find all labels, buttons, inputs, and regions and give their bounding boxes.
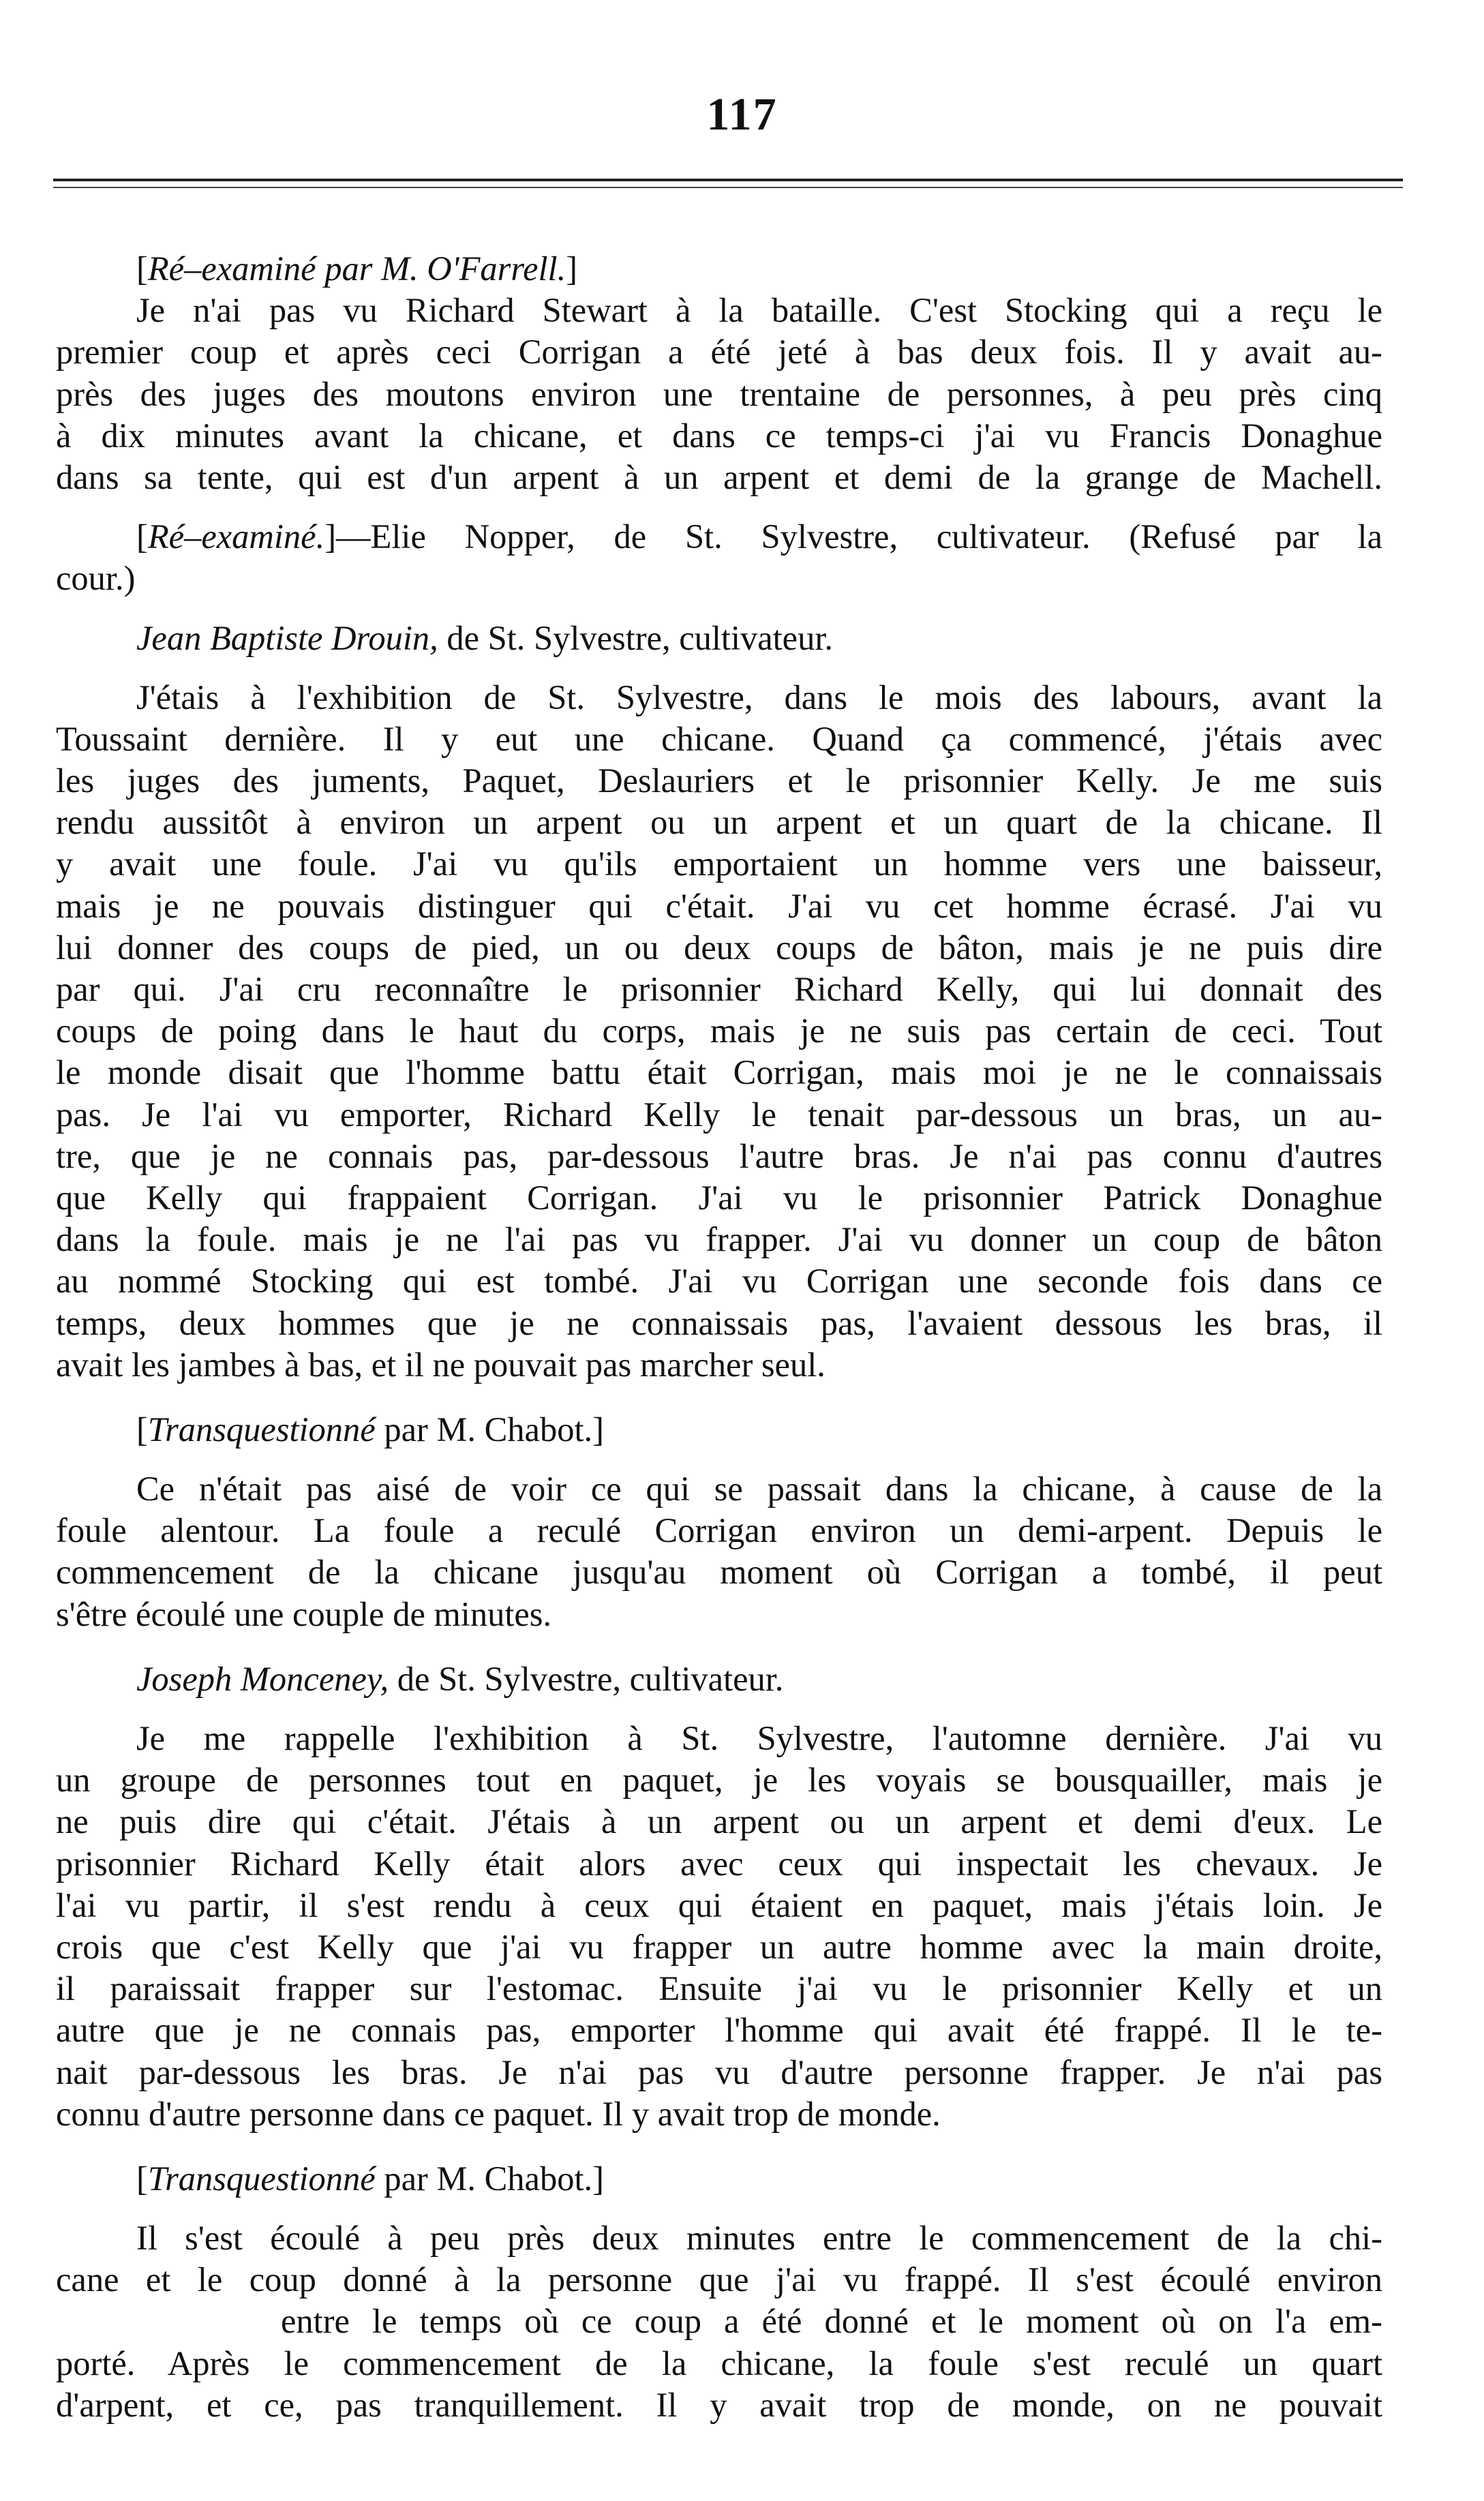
text-line	[56, 1052, 1382, 1093]
text-line	[56, 718, 1382, 760]
text-line	[56, 1551, 1382, 1593]
text-run: d'arpent, et ce, pas tranquillement. Il y avait trop de monde, on ne pouvait	[56, 2385, 1382, 2424]
text-line	[56, 885, 1382, 927]
text-line	[56, 331, 1382, 373]
text-line	[56, 2384, 1382, 2426]
text-line	[56, 1968, 1382, 2010]
text-run: s'être écoulé une couple de minutes.	[56, 1594, 552, 1633]
text-run: cane et le coup donné à la personne que j'ai vu frappé. Il s'est écoulé environ	[56, 2260, 1382, 2299]
text-run: [	[136, 1410, 148, 1449]
text-line	[56, 2259, 1382, 2301]
text-line	[56, 1843, 1382, 1885]
italic-text: Transquestionné	[147, 1410, 376, 1449]
text-run: ]—Elie Nopper, de St. Sylvestre, cultivateur. (Refusé par la	[324, 517, 1382, 556]
text-run: Il s'est écoulé à peu près deux minutes entre le commencement de la chi-	[136, 2219, 1382, 2258]
text-run: crois que c'est Kelly que j'ai vu frapper un autre homme avec la main droite,	[56, 1927, 1382, 1966]
text-line	[56, 1759, 1382, 1801]
text-line	[56, 618, 1382, 659]
text-line	[56, 248, 1382, 290]
text-run: foule alentour. La foule a reculé Corrigan environ un demi-arpent. Depuis le	[56, 1511, 1382, 1550]
text-run: par M. Chabot.]	[375, 1410, 604, 1449]
text-line	[56, 1344, 1382, 1386]
text-run: cour.)	[56, 559, 136, 598]
text-run: Toussaint dernière. Il y eut une chicane. Quand ça commencé, j'étais avec	[56, 719, 1382, 758]
text-run: y avait une foule. J'ai vu qu'ils emportaient un homme vers une baisseur,	[56, 845, 1382, 883]
text-line	[56, 969, 1382, 1010]
text-run: au nommé Stocking qui est tombé. J'ai vu Corrigan une seconde fois dans ce	[56, 1262, 1382, 1301]
text-run: [	[136, 517, 148, 556]
text-run: dans la foule. mais je ne l'ai pas vu frapper. J'ai vu donner un coup de bâton	[56, 1220, 1382, 1259]
text-run: [	[136, 2159, 148, 2198]
text-line	[56, 1303, 1382, 1344]
text-run: commencement de la chicane jusqu'au moment où Corrigan a tombé, il peut	[56, 1553, 1382, 1592]
page-number: 117	[706, 88, 778, 140]
text-run: porté. Après le commencement de la chicane, la foule s'est reculé un quart	[56, 2344, 1382, 2382]
text-run: le monde disait que l'homme battu était Corrigan, mais moi je ne le connaissais	[56, 1053, 1382, 1092]
text-run: de St. Sylvestre, cultivateur.	[389, 1659, 784, 1698]
header-rule	[53, 179, 1403, 181]
text-run: l'ai vu partir, il s'est rendu à ceux qui étaient en paquet, mais j'étais loin. Je	[56, 1885, 1382, 1924]
header-rule-thin	[53, 187, 1403, 188]
text-line	[56, 1094, 1382, 1136]
text-line	[56, 1177, 1382, 1219]
text-line	[56, 1658, 1382, 1700]
text-run: coups de poing dans le haut du corps, mais je ne suis pas certain de ceci. Tout	[56, 1012, 1382, 1050]
text-run: J'étais à l'exhibition de St. Sylvestre, dans le mois des labours, avant la	[136, 678, 1382, 716]
text-line	[56, 2093, 1382, 2135]
text-run: prisonnier Richard Kelly était alors avec ceux qui inspectait les chevaux. Je	[56, 1844, 1382, 1883]
text-line	[56, 1510, 1382, 1551]
text-line	[56, 2052, 1382, 2093]
text-run: pas. Je l'ai vu emporter, Richard Kelly le tenait par-dessous un bras, un au-	[56, 1095, 1382, 1134]
text-run: à dix minutes avant la chicane, et dans ce temps-ci j'ai vu Francis Donaghue	[56, 416, 1382, 455]
text-line	[56, 2301, 1382, 2342]
text-line	[56, 374, 1382, 415]
text-line	[56, 1801, 1382, 1843]
text-run: Je n'ai pas vu Richard Stewart à la bataille. C'est Stocking qui a reçu le	[136, 291, 1382, 330]
italic-text: Transquestionné	[147, 2159, 376, 2198]
text-run: près des juges des moutons environ une trentaine de personnes, à peu près cinq	[56, 374, 1382, 413]
text-line	[56, 1010, 1382, 1052]
text-run: par M. Chabot.]	[375, 2159, 604, 2198]
text-run: [	[136, 249, 148, 288]
text-run: autre que je ne connais pas, emporter l'homme qui avait été frappé. Il le te-	[56, 2011, 1382, 2050]
text-line	[56, 290, 1382, 331]
body-text	[56, 225, 1382, 2426]
text-run: de St. Sylvestre, cultivateur.	[438, 618, 833, 657]
text-line	[56, 1468, 1382, 1510]
italic-text: Ré–examiné par M. O'Farrell.	[147, 249, 566, 288]
text-line	[56, 1219, 1382, 1260]
text-run: entre le temps où ce coup a été donné et le moment où on l'a em-	[281, 2302, 1382, 2341]
text-run: temps, deux hommes que je ne connaissais pas, l'avaient dessous les bras, il	[56, 1303, 1382, 1342]
text-line	[56, 1260, 1382, 1302]
text-line	[56, 1926, 1382, 1968]
text-line	[56, 2158, 1382, 2200]
text-run: avait les jambes à bas, et il ne pouvait pas marcher seul.	[56, 1345, 826, 1384]
text-run: que Kelly qui frappaient Corrigan. J'ai vu le prisonnier Patrick Donaghue	[56, 1178, 1382, 1217]
text-line	[56, 1136, 1382, 1177]
italic-text: Jean Baptiste Drouin,	[136, 618, 438, 657]
text-line	[56, 2217, 1382, 2259]
text-line	[56, 1885, 1382, 1926]
text-run: les juges des juments, Paquet, Deslauriers et le prisonnier Kelly. Je me suis	[56, 761, 1382, 800]
text-line	[56, 2343, 1382, 2384]
text-run: nait par-dessous les bras. Je n'ai pas vu d'autre personne frapper. Je n'ai pas	[56, 2052, 1382, 2091]
text-line	[56, 415, 1382, 457]
text-line	[56, 1409, 1382, 1451]
text-run: Je me rappelle l'exhibition à St. Sylvestre, l'automne dernière. J'ai vu	[136, 1719, 1382, 1757]
text-run: par qui. J'ai cru reconnaître le prisonnier Richard Kelly, qui lui donnait des	[56, 970, 1382, 1008]
text-line	[56, 927, 1382, 969]
text-line	[56, 802, 1382, 843]
text-run: connu d'autre personne dans ce paquet. Il y avait trop de monde.	[56, 2094, 941, 2133]
text-run: ne puis dire qui c'était. J'étais à un arpent ou un arpent et demi d'eux. Le	[56, 1802, 1382, 1841]
text-line	[56, 677, 1382, 718]
text-run: rendu aussitôt à environ un arpent ou un arpent et un quart de la chicane. Il	[56, 803, 1382, 842]
text-run: premier coup et après ceci Corrigan a été jeté à bas deux fois. Il y avait au-	[56, 333, 1382, 372]
text-run: un groupe de personnes tout en paquet, je les voyais se bousquailler, mais je	[56, 1761, 1382, 1800]
italic-text: Ré–examiné.	[147, 517, 325, 556]
text-line	[56, 457, 1382, 498]
text-run: lui donner des coups de pied, un ou deux coups de bâton, mais je ne puis dire	[56, 928, 1382, 967]
text-run: ]	[566, 249, 578, 288]
text-run: tre, que je ne connais pas, par-dessous l'autre bras. Je n'ai pas connu d'autres	[56, 1136, 1382, 1175]
text-line	[56, 1718, 1382, 1759]
text-line	[56, 516, 1382, 558]
text-line	[56, 1594, 1382, 1635]
text-run: il paraissait frapper sur l'estomac. Ensuite j'ai vu le prisonnier Kelly et un	[56, 1969, 1382, 2008]
text-run: Ce n'était pas aisé de voir ce qui se passait dans la chicane, à cause de la	[136, 1470, 1382, 1509]
text-line	[56, 2010, 1382, 2051]
text-line	[56, 760, 1382, 802]
text-line	[56, 558, 1382, 599]
text-run: mais je ne pouvais distinguer qui c'était. J'ai vu cet homme écrasé. J'ai vu	[56, 886, 1382, 925]
text-line	[56, 843, 1382, 885]
text-run: dans sa tente, qui est d'un arpent à un arpent et demi de la grange de Machell.	[56, 457, 1382, 496]
italic-text: Joseph Monceney,	[136, 1659, 389, 1698]
